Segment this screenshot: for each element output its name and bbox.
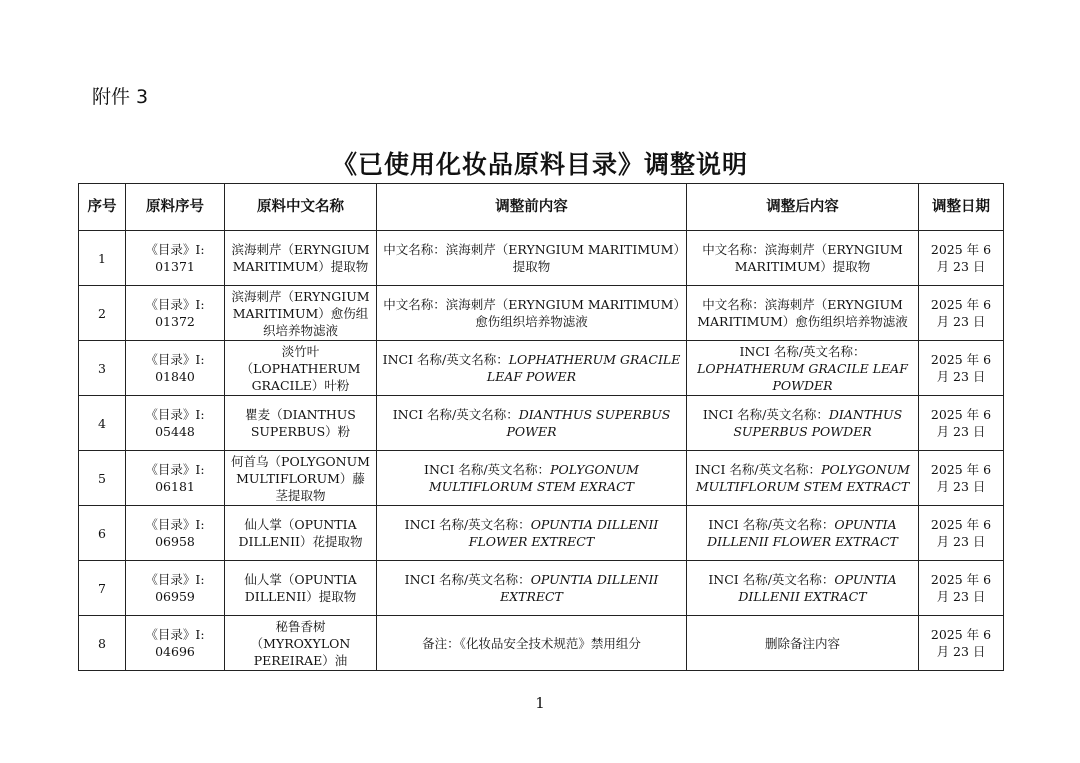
cell-date: 2025 年 6 月 23 日 <box>919 341 1004 396</box>
page-number: 1 <box>535 694 545 712</box>
cell-date: 2025 年 6 月 23 日 <box>919 616 1004 671</box>
cell-date: 2025 年 6 月 23 日 <box>919 506 1004 561</box>
cell-chinese-name: 瞿麦（DIANTHUS SUPERBUS）粉 <box>225 396 377 451</box>
before-prefix: INCI 名称/英文名称： <box>404 572 531 587</box>
table-row <box>79 451 1004 506</box>
after-value: POLYGONUM MULTIFLORUM STEM EXTRACT <box>695 462 910 494</box>
cell-catalog-no: 《目录》Ⅰ: 01840 <box>126 341 225 396</box>
before-value: LOPHATHERUM GRACILE LEAF POWER <box>486 352 681 384</box>
before-prefix: INCI 名称/英文名称： <box>424 462 551 477</box>
cell-before <box>377 396 687 451</box>
cell-date: 2025 年 6 月 23 日 <box>919 561 1004 616</box>
after-value: DIANTHUS SUPERBUS POWDER <box>733 407 903 439</box>
column-header-date: 调整日期 <box>919 184 1004 231</box>
after-prefix: INCI 名称/英文名称： <box>739 343 866 359</box>
cell-before <box>377 341 687 396</box>
after-prefix: INCI 名称/英文名称： <box>695 462 822 477</box>
after-value: 滨海刺芹（ERYNGIUM MARITIMUM）提取物 <box>734 242 903 274</box>
cell-no: 2 <box>79 286 126 341</box>
cell-before <box>377 231 687 286</box>
after-prefix: INCI 名称/英文名称： <box>702 407 829 422</box>
cell-chinese-name: 何首乌（POLYGONUM MULTIFLORUM）藤茎提取物 <box>225 451 377 506</box>
cell-after <box>687 506 919 561</box>
table-row <box>79 616 1004 671</box>
before-value: POLYGONUM MULTIFLORUM STEM EXRACT <box>429 462 639 494</box>
after-prefix: 中文名称： <box>702 242 765 257</box>
cell-before <box>377 506 687 561</box>
before-value: OPUNTIA DILLENII FLOWER EXTRECT <box>468 517 659 549</box>
cell-catalog-no: 《目录》Ⅰ: 06181 <box>126 451 225 506</box>
cell-after <box>687 231 919 286</box>
cell-date: 2025 年 6 月 23 日 <box>919 231 1004 286</box>
before-value: 滨海刺芹（ERYNGIUM MARITIMUM）愈伤组织培养物滤液 <box>445 297 680 329</box>
after-prefix: INCI 名称/英文名称： <box>708 517 835 532</box>
after-value: 滨海刺芹（ERYNGIUM MARITIMUM）愈伤组织培养物滤液 <box>697 297 908 329</box>
attachment-label: 附件 3 <box>92 86 149 108</box>
cell-no: 5 <box>79 451 126 506</box>
before-prefix: 中文名称： <box>383 242 446 257</box>
cell-no: 4 <box>79 396 126 451</box>
table-row <box>79 231 1004 286</box>
cell-before <box>377 616 687 671</box>
before-value: 《化妆品安全技术规范》禁用组分 <box>459 635 641 651</box>
column-header-before: 调整前内容 <box>377 184 687 231</box>
cell-no: 3 <box>79 341 126 396</box>
cell-catalog-no: 《目录》Ⅰ: 04696 <box>126 616 225 671</box>
cell-after <box>687 286 919 341</box>
cell-before <box>377 286 687 341</box>
cell-no: 6 <box>79 506 126 561</box>
after-value: LOPHATHERUM GRACILE LEAF POWDER <box>697 360 908 393</box>
cell-no: 8 <box>79 616 126 671</box>
cell-catalog-no: 《目录》Ⅰ: 06958 <box>126 506 225 561</box>
cell-before <box>377 561 687 616</box>
cell-chinese-name: 滨海刺芹（ERYNGIUM MARITIMUM）愈伤组织培养物滤液 <box>225 286 377 341</box>
cell-date: 2025 年 6 月 23 日 <box>919 451 1004 506</box>
adjustment-table <box>78 183 1004 671</box>
cell-after <box>687 451 919 506</box>
before-prefix: 中文名称： <box>383 297 446 312</box>
cell-after <box>687 341 919 396</box>
cell-no: 1 <box>79 231 126 286</box>
cell-chinese-name: 仙人掌（OPUNTIA DILLENII）提取物 <box>225 561 377 616</box>
column-header-catalog-no: 原料序号 <box>126 184 225 231</box>
column-header-after: 调整后内容 <box>687 184 919 231</box>
table-row <box>79 396 1004 451</box>
cell-date: 2025 年 6 月 23 日 <box>919 286 1004 341</box>
cell-catalog-no: 《目录》Ⅰ: 01372 <box>126 286 225 341</box>
after-value: OPUNTIA DILLENII EXTRACT <box>738 572 897 604</box>
before-prefix: INCI 名称/英文名称： <box>382 352 509 367</box>
before-prefix: 备注： <box>422 635 460 651</box>
before-value: DIANTHUS SUPERBUS POWER <box>506 407 671 439</box>
before-prefix: INCI 名称/英文名称： <box>404 517 531 532</box>
table-row <box>79 561 1004 616</box>
cell-chinese-name: 秘鲁香树（MYROXYLON PEREIRAE）油 <box>225 616 377 671</box>
after-value: 删除备注内容 <box>764 635 840 651</box>
table-row <box>79 341 1004 396</box>
cell-date: 2025 年 6 月 23 日 <box>919 396 1004 451</box>
cell-before <box>377 451 687 506</box>
cell-after <box>687 396 919 451</box>
cell-catalog-no: 《目录》Ⅰ: 05448 <box>126 396 225 451</box>
cell-chinese-name: 滨海刺芹（ERYNGIUM MARITIMUM）提取物 <box>225 231 377 286</box>
after-prefix: INCI 名称/英文名称： <box>708 572 835 587</box>
cell-after <box>687 561 919 616</box>
before-prefix: INCI 名称/英文名称： <box>392 407 519 422</box>
before-value: 滨海刺芹（ERYNGIUM MARITIMUM）提取物 <box>445 242 680 274</box>
after-prefix: 中文名称： <box>702 297 765 312</box>
table-header-row <box>79 184 1004 231</box>
table-row <box>79 506 1004 561</box>
cell-after <box>687 616 919 671</box>
cell-chinese-name: 淡竹叶（LOPHATHERUM GRACILE）叶粉 <box>225 341 377 396</box>
cell-catalog-no: 《目录》Ⅰ: 01371 <box>126 231 225 286</box>
cell-catalog-no: 《目录》Ⅰ: 06959 <box>126 561 225 616</box>
cell-chinese-name: 仙人掌（OPUNTIA DILLENII）花提取物 <box>225 506 377 561</box>
table-row <box>79 286 1004 341</box>
after-value: OPUNTIA DILLENII FLOWER EXTRACT <box>707 517 898 549</box>
document-title: 《已使用化妆品原料目录》调整说明 <box>331 150 748 179</box>
before-value: OPUNTIA DILLENII EXTRECT <box>500 572 659 604</box>
column-header-chinese-name: 原料中文名称 <box>225 184 377 231</box>
column-header-no: 序号 <box>79 184 126 231</box>
cell-no: 7 <box>79 561 126 616</box>
